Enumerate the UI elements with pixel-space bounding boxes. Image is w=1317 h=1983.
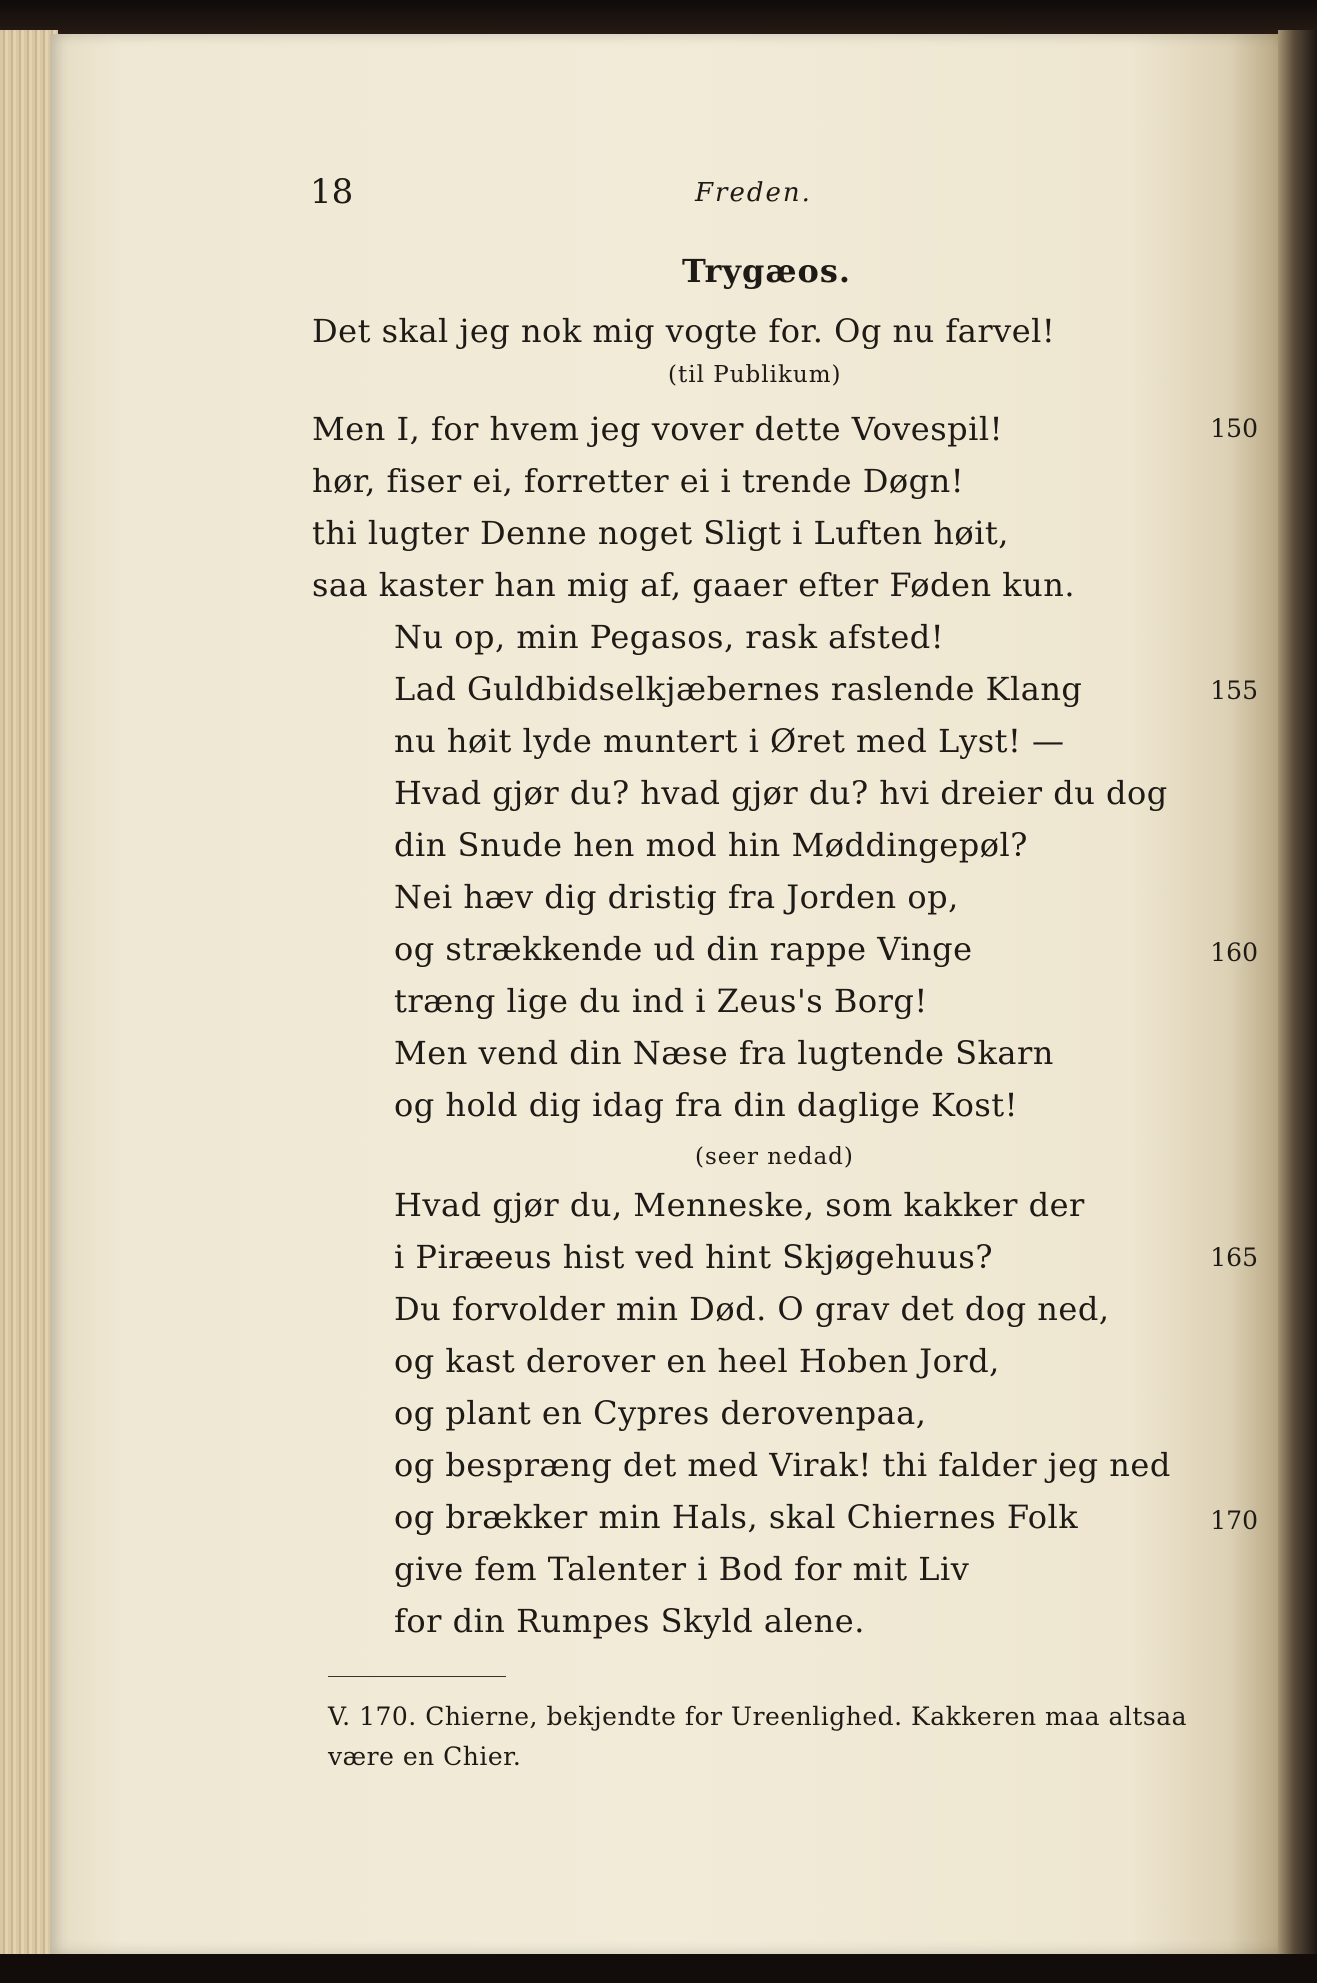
verse-line: Hvad gjør du, Menneske, som kakker der <box>394 1186 1085 1224</box>
verse-line: Nei hæv dig dristig fra Jorden op, <box>394 878 959 916</box>
verse-line: og bespræng det med Virak! thi falder jeg ned <box>394 1446 1171 1484</box>
line-number: 165 <box>1210 1243 1258 1272</box>
bottom-border <box>0 1954 1317 1983</box>
verse-line: Hvad gjør du? hvad gjør du? hvi dreier du dog <box>394 774 1168 812</box>
line-number: 150 <box>1210 414 1258 443</box>
verse-line: og strækkende ud din rappe Vinge <box>394 930 973 968</box>
verse-line: for din Rumpes Skyld alene. <box>394 1602 865 1640</box>
verse-line: Men vend din Næse fra lugtende Skarn <box>394 1034 1054 1072</box>
verse-line: Du forvolder min Død. O grav det dog ned, <box>394 1290 1110 1328</box>
verse-line: i Piræeus hist ved hint Skjøgehuus? <box>394 1238 993 1276</box>
verse-line: nu høit lyde muntert i Øret med Lyst! — <box>394 722 1065 760</box>
verse-line: Men I, for hvem jeg vover dette Vovespil! <box>312 410 1003 448</box>
verse-line: og hold dig idag fra din daglige Kost! <box>394 1086 1018 1124</box>
verse-line: og plant en Cypres derovenpaa, <box>394 1394 927 1432</box>
stage-direction: (til Publikum) <box>668 362 842 388</box>
footnote-line: være en Chier. <box>328 1742 522 1771</box>
speaker-name: Trygæos. <box>682 252 852 290</box>
verse-line: hør, fiser ei, forretter ei i trende Døgn! <box>312 462 965 500</box>
footnote-line: V. 170. Chierne, bekjendte for Ureenlighed. Kakkeren maa altsaa <box>328 1702 1188 1731</box>
page-number: 18 <box>310 172 354 212</box>
verse-line: og kast derover en heel Hoben Jord, <box>394 1342 1000 1380</box>
line-number: 170 <box>1210 1506 1258 1535</box>
verse-line: give fem Talenter i Bod for mit Liv <box>394 1550 970 1588</box>
page-right-edge <box>1278 30 1317 1960</box>
verse-line: Det skal jeg nok mig vogte for. Og nu farvel! <box>312 312 1056 350</box>
verse-line: thi lugter Denne noget Sligt i Luften høit, <box>312 514 1009 552</box>
verse-line: din Snude hen mod hin Møddingepøl? <box>394 826 1028 864</box>
verse-line: Lad Guldbidselkjæbernes raslende Klang <box>394 670 1083 708</box>
stage-direction: (seer nedad) <box>695 1144 854 1170</box>
running-head: Freden. <box>695 178 812 208</box>
verse-line: træng lige du ind i Zeus's Borg! <box>394 982 928 1020</box>
verse-line: og brækker min Hals, skal Chiernes Folk <box>394 1498 1079 1536</box>
verse-line: saa kaster han mig af, gaaer efter Føden kun. <box>312 566 1076 604</box>
line-number: 160 <box>1210 938 1258 967</box>
footnote-rule <box>328 1676 506 1677</box>
line-number: 155 <box>1210 676 1258 705</box>
verse-line: Nu op, min Pegasos, rask afsted! <box>394 618 945 656</box>
